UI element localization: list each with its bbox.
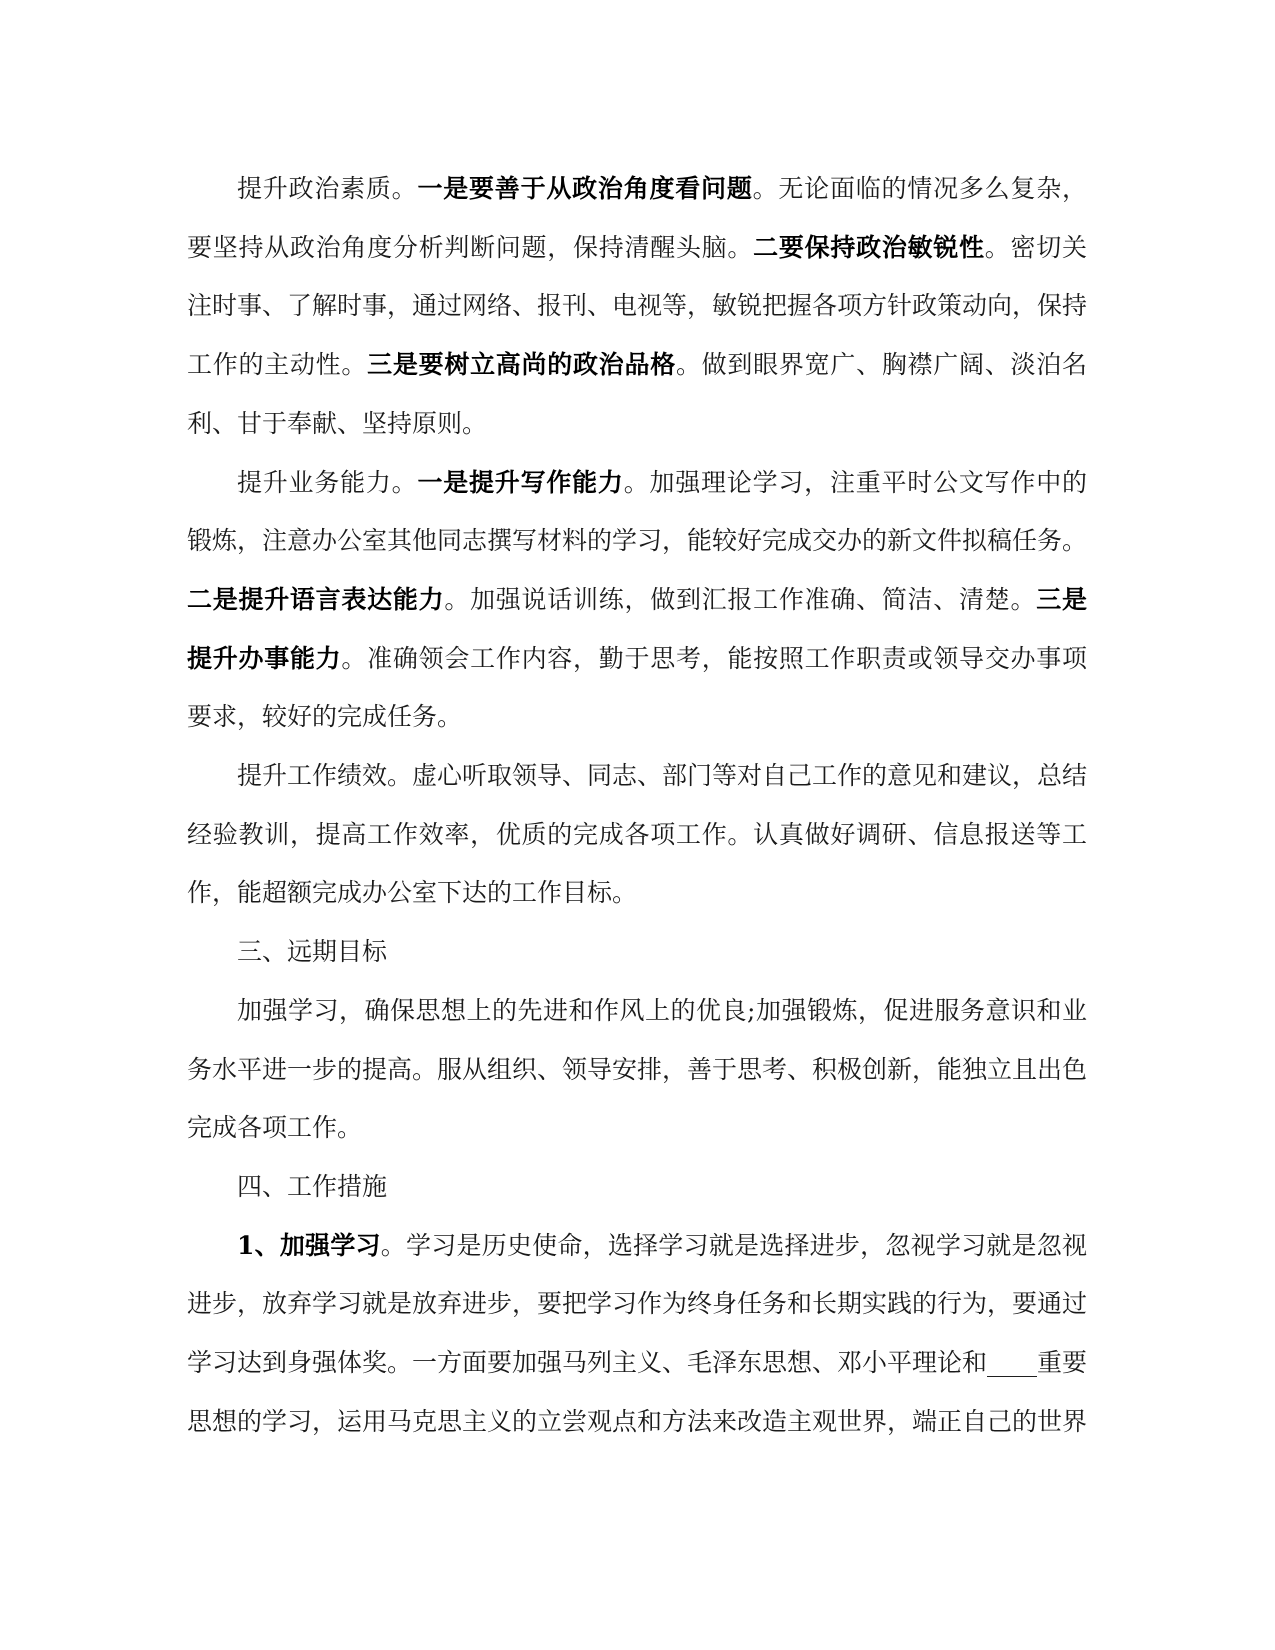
text: 。学习是历史使命，选择学习就是选择进步，忽视学习就是忽视进步，放弃学习就是放弃进步，要把学习作为终身任务和长期实践的行为，要通过学习达到身强体奖。一方面要加强马列主义、毛泽东思想、邓小平理论和____重要思想的学习，运用马克思主义的立尝观点和方法来改造主观世界，端正自己的世界 (187, 1230, 1088, 1436)
text: 。密切关注时事、了解时事，通过网络、报刊、电视等，敏锐把握各项方针政策动向，保持工作的主动性。 (187, 232, 1088, 380)
bold-phrase: 一是提升写作能力 (417, 467, 624, 497)
bold-phrase: 三是提升办事能力 (187, 584, 1087, 673)
text: 。加强说话训练，做到汇报工作准确、简洁、清楚。 (444, 584, 1037, 614)
section-heading-work-measures: 四、工作措施 (237, 1171, 388, 1201)
paragraph-work-performance: 提升工作绩效。虚心听取领导、同志、部门等对自己工作的意见和建议，总结经验教训，提高工作效率，优质的完成各项工作。认真做好调研、信息报送等工作，能超额完成办公室下达的工作目标。 (187, 761, 1088, 908)
bold-phrase: 三是要树立高尚的政治品格 (367, 350, 676, 380)
paragraph-political-quality (187, 160, 1087, 454)
paragraph-business-ability (187, 454, 1087, 748)
paragraph-long-term-goals: 加强学习，确保思想上的先进和作风上的优良;加强锻炼，促进服务意识和业务水平进一步的提高。服从组织、领导安排，善于思考、积极创新，能独立且出色完成各项工作。 (187, 995, 1088, 1143)
document-body (187, 160, 1087, 1451)
bold-phrase: 二要保持政治敏锐性 (753, 232, 985, 262)
text: 。准确领会工作内容，勤于思考，能按照工作职责或领导交办事项要求，较好的完成任务。 (187, 643, 1087, 732)
text: 。无论面临的情况多么复杂，要坚持从政治角度分析判断问题，保持清醒头脑。 (187, 174, 1087, 262)
text: 提升政治素质。 (237, 174, 418, 203)
paragraph-strengthen-learning (187, 1217, 1087, 1452)
text: 提升业务能力。 (237, 467, 418, 497)
section-heading-long-term-goals: 三、远期目标 (237, 937, 388, 967)
bold-phrase: 1、加强学习 (237, 1230, 381, 1260)
bold-phrase: 一是要善于从政治角度看问题 (417, 174, 753, 203)
text: 。加强理论学习，注重平时公文写作中的锻炼，注意办公室其他同志撰写材料的学习，能较好完成交办的新文件拟稿任务。 (187, 467, 1088, 556)
text: 。做到眼界宽广、胸襟广阔、淡泊名利、甘于奉献、坚持原则。 (187, 350, 1087, 438)
bold-phrase: 二是提升语言表达能力 (187, 584, 445, 614)
